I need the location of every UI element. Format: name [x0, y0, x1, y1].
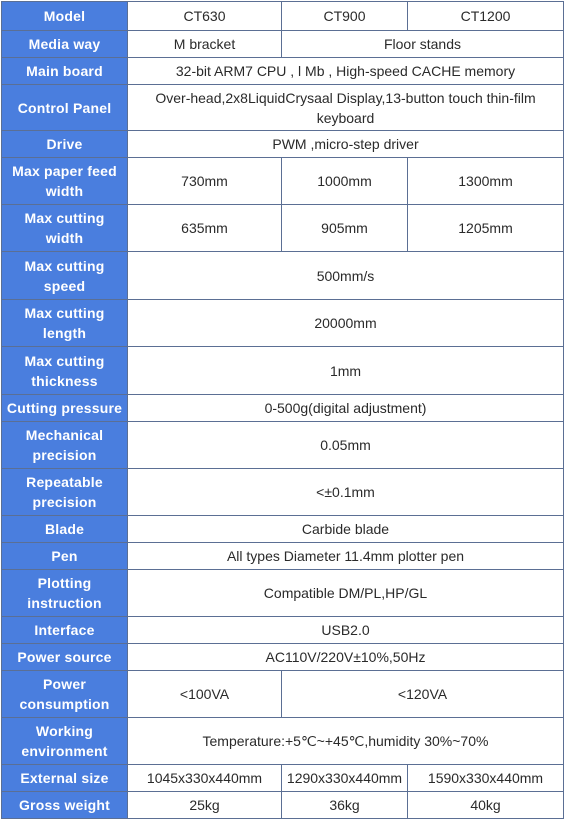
- row-label: Mechanical precision: [2, 422, 128, 469]
- cell-value: 40kg: [408, 792, 564, 819]
- cell-value: 0.05mm: [128, 422, 564, 469]
- table-row: [2, 58, 564, 85]
- cell-value: 25kg: [128, 792, 282, 819]
- table-row: [2, 570, 564, 617]
- cell-value: AC110V/220V±10%,50Hz: [128, 644, 564, 671]
- row-label: Cutting pressure: [2, 395, 128, 422]
- table-row: [2, 395, 564, 422]
- model-ct1200: CT1200: [408, 2, 564, 31]
- cell-value: USB2.0: [128, 617, 564, 644]
- cell-value: 635mm: [128, 205, 282, 252]
- cell-value: 32-bit ARM7 CPU , l Mb , High-speed CACHE memory: [128, 58, 564, 85]
- cell-value: 500mm/s: [128, 252, 564, 300]
- cell-value: Temperature:+5℃~+45℃,humidity 30%~70%: [128, 718, 564, 765]
- cell-value: Over-head,2x8LiquidCrysaal Display,13-button touch thin-film keyboard: [128, 85, 564, 131]
- table-row: [2, 85, 564, 131]
- row-label: Repeatable precision: [2, 469, 128, 516]
- cell-value: <±0.1mm: [128, 469, 564, 516]
- row-label: Control Panel: [2, 85, 128, 131]
- table-row: [2, 516, 564, 543]
- table-row: [2, 347, 564, 395]
- table-row: [2, 792, 564, 819]
- table-row: [2, 617, 564, 644]
- model-ct630: CT630: [128, 2, 282, 31]
- row-label: Max cutting speed: [2, 252, 128, 300]
- row-label: Media way: [2, 31, 128, 58]
- cell-value: 1290x330x440mm: [282, 765, 408, 792]
- row-label: External size: [2, 765, 128, 792]
- row-label: Power consumption: [2, 671, 128, 718]
- cell-value: M bracket: [128, 31, 282, 58]
- table-row: [2, 131, 564, 158]
- table-row: [2, 158, 564, 205]
- table-row: [2, 31, 564, 58]
- table-row: [2, 671, 564, 718]
- cell-value: 36kg: [282, 792, 408, 819]
- row-label: Drive: [2, 131, 128, 158]
- cell-value: 0-500g(digital adjustment): [128, 395, 564, 422]
- table-row: [2, 422, 564, 469]
- model-ct900: CT900: [282, 2, 408, 31]
- cell-value: Compatible DM/PL,HP/GL: [128, 570, 564, 617]
- row-label: Blade: [2, 516, 128, 543]
- header-row: [2, 2, 564, 31]
- cell-value: Carbide blade: [128, 516, 564, 543]
- table-row: [2, 205, 564, 252]
- table-row: [2, 543, 564, 570]
- table-row: [2, 252, 564, 300]
- cell-value: 20000mm: [128, 300, 564, 347]
- row-label: Main board: [2, 58, 128, 85]
- row-label: Pen: [2, 543, 128, 570]
- row-label: Model: [2, 2, 128, 31]
- spec-table: [1, 1, 564, 819]
- cell-value: 1045x330x440mm: [128, 765, 282, 792]
- cell-value: PWM ,micro-step driver: [128, 131, 564, 158]
- row-label: Plotting instruction: [2, 570, 128, 617]
- cell-value: 730mm: [128, 158, 282, 205]
- row-label: Max cutting width: [2, 205, 128, 252]
- cell-value: <100VA: [128, 671, 282, 718]
- table-row: [2, 644, 564, 671]
- row-label: Working environment: [2, 718, 128, 765]
- table-row: [2, 765, 564, 792]
- row-label: Max paper feed width: [2, 158, 128, 205]
- row-label: Gross weight: [2, 792, 128, 819]
- row-label: Max cutting thickness: [2, 347, 128, 395]
- cell-value: <120VA: [282, 671, 564, 718]
- row-label: Interface: [2, 617, 128, 644]
- cell-value: 1000mm: [282, 158, 408, 205]
- cell-value: 905mm: [282, 205, 408, 252]
- table-row: [2, 718, 564, 765]
- table-row: [2, 469, 564, 516]
- cell-value: 1300mm: [408, 158, 564, 205]
- cell-value: 1590x330x440mm: [408, 765, 564, 792]
- table-row: [2, 300, 564, 347]
- cell-value: All types Diameter 11.4mm plotter pen: [128, 543, 564, 570]
- cell-value: Floor stands: [282, 31, 564, 58]
- row-label: Power source: [2, 644, 128, 671]
- cell-value: 1mm: [128, 347, 564, 395]
- row-label: Max cutting length: [2, 300, 128, 347]
- cell-value: 1205mm: [408, 205, 564, 252]
